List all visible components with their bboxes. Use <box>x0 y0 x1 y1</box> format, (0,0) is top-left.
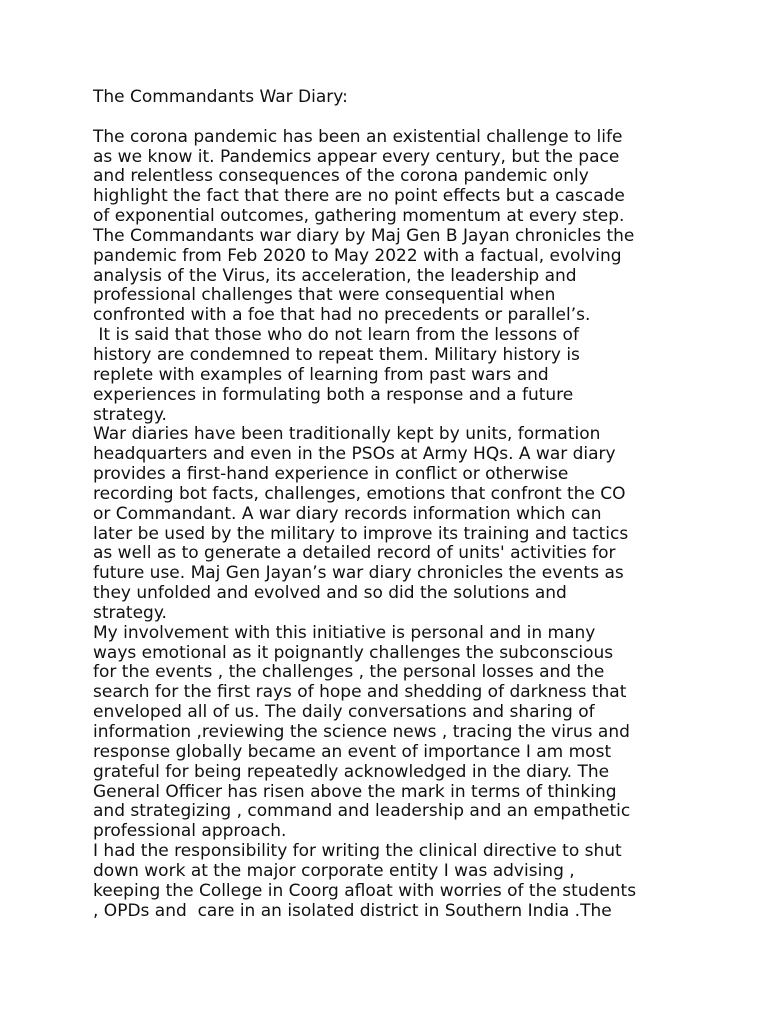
body-text-line: as we know it. Pandemics appear every century, but the pace <box>93 146 620 167</box>
body-text-line: The Commandants war diary by Maj Gen B Jayan chronicles the <box>93 225 635 246</box>
body-text-line: strategy. <box>93 602 167 623</box>
body-text-line: search for the first rays of hope and shedding of darkness that <box>93 682 627 703</box>
body-text-line: later be used by the military to improve its training and tactics <box>93 523 629 544</box>
body-text-line: of exponential outcomes, gathering momentum at every step. <box>93 206 625 227</box>
body-text-line: experiences in formulating both a response and a future <box>93 384 574 405</box>
body-text-line: for the events , the challenges , the personal losses and the <box>93 662 605 683</box>
body-text-line: history are condemned to repeat them. Military history is <box>93 344 580 365</box>
body-text-line: recording bot facts, challenges, emotions that confront the CO <box>93 483 626 504</box>
body-text-line: War diaries have been traditionally kept by units, formation <box>93 424 601 445</box>
body-text-line: replete with examples of learning from past wars and <box>93 364 549 385</box>
body-text-line: highlight the fact that there are no point effects but a cascade <box>93 186 625 207</box>
body-text-line: It is said that those who do not learn from the lessons of <box>93 325 579 346</box>
body-text-line: My involvement with this initiative is personal and in many <box>93 622 596 643</box>
body-text-line: ways emotional as it poignantly challenges the subconscious <box>93 642 614 663</box>
blank-line <box>93 108 693 128</box>
body-text-line: information ,reviewing the science news , tracing the virus and <box>93 722 630 742</box>
body-text-line: keeping the College in Coorg afloat with worries of the students <box>93 880 637 901</box>
body-text-line: analysis of the Virus, its acceleration, the leadership and <box>93 265 577 286</box>
body-text-line: The corona pandemic has been an existential challenge to life <box>93 126 623 147</box>
document-page <box>93 88 693 921</box>
body-text-line: pandemic from Feb 2020 to May 2022 with a factual, evolving <box>93 245 622 266</box>
document-body <box>93 128 693 922</box>
body-text-line: I had the responsibility for writing the clinical directive to shut <box>93 841 622 862</box>
body-text-line: provides a first-hand experience in conflict or otherwise <box>93 464 569 485</box>
body-text-line: professional approach. <box>93 821 287 842</box>
body-text-line: as well as to generate a detailed record of units' activities for <box>93 543 616 564</box>
body-text-line: , OPDs and care in an isolated district in Southern India .The <box>93 900 612 921</box>
body-text-line: or Commandant. A war diary records information which can <box>93 503 602 524</box>
body-text-line: and strategizing , command and leadership and an empathetic <box>93 801 631 822</box>
body-text-line: down work at the major corporate entity I was advising , <box>93 860 575 881</box>
body-text-line: future use. Maj Gen Jayan’s war diary chronicles the events as <box>93 563 624 584</box>
body-text-line: professional challenges that were consequential when <box>93 285 556 306</box>
body-text-line: General Officer has risen above the mark in terms of thinking <box>93 781 617 802</box>
body-text-line: confronted with a foe that had no precedents or parallel’s. <box>93 305 591 326</box>
document-title: The Commandants War Diary: <box>93 87 348 107</box>
body-text-line: grateful for being repeatedly acknowledged in the diary. The <box>93 761 610 782</box>
body-text-line: and relentless consequences of the corona pandemic only <box>93 166 589 187</box>
body-text-line: headquarters and even in the PSOs at Army HQs. A war diary <box>93 444 616 465</box>
body-text-line: enveloped all of us. The daily conversations and sharing of <box>93 702 595 723</box>
body-text-line: response globally became an event of importance I am most <box>93 741 612 762</box>
body-text-line: strategy. <box>93 404 167 425</box>
body-text-line: they unfolded and evolved and so did the solutions and <box>93 583 567 604</box>
